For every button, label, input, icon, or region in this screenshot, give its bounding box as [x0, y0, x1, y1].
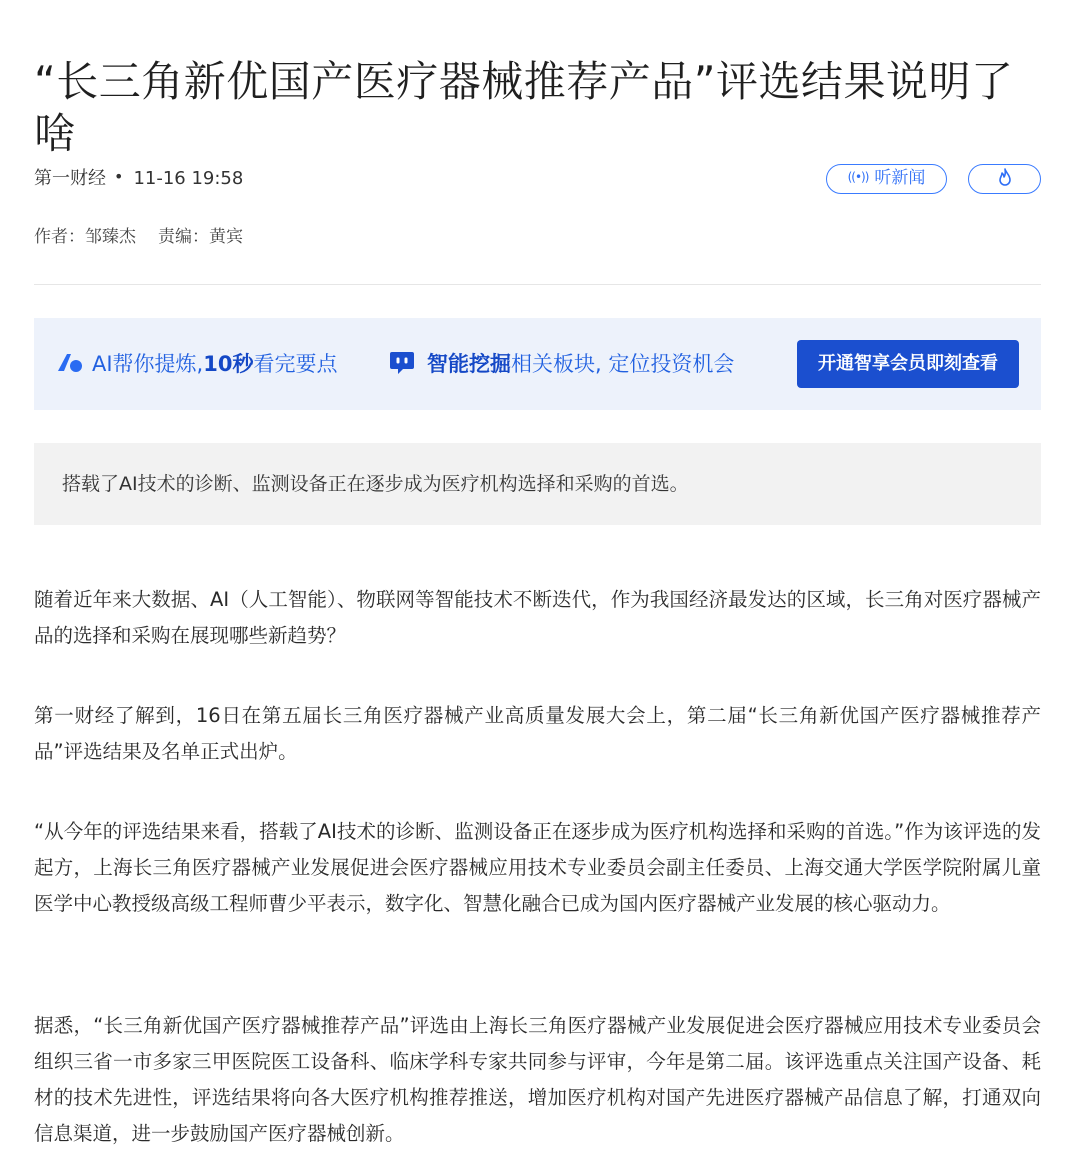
- article-summary: 搭载了AI技术的诊断、监测设备正在逐步成为医疗机构选择和采购的首选。: [34, 443, 1041, 525]
- divider: [34, 284, 1041, 285]
- listen-news-label: 听新闻: [874, 168, 926, 188]
- meta-separator: •: [114, 167, 124, 186]
- article-meta: [34, 164, 1041, 194]
- ai-logo-icon: [56, 351, 84, 373]
- audio-wave-icon: ((•)): [847, 170, 869, 184]
- flame-icon: [996, 168, 1014, 188]
- article-source[interactable]: 第一财经: [34, 168, 106, 189]
- paragraph-2: 第一财经了解到，16日在第五届长三角医疗器械产业高质量发展大会上，第二届“长三角新优国产医疗器械推荐产品”评选结果及名单正式出炉。: [34, 704, 1041, 763]
- chat-bot-icon: [389, 349, 415, 375]
- article-title: “长三角新优国产医疗器械推荐产品”评选结果说明了啥: [34, 57, 1014, 159]
- paragraph-1: 随着近年来大数据、AI（人工智能）、物联网等智能技术不断迭代，作为我国经济最发达的区域，长三角对医疗器械产品的选择和采购在展现哪些新趋势？: [34, 588, 1041, 647]
- byline: [34, 224, 265, 250]
- publish-time: 11-16 19:58: [133, 168, 244, 189]
- ai-summary-promo[interactable]: [56, 318, 337, 410]
- ai-promo-banner: [34, 318, 1041, 410]
- ai-mining-suffix: 相关板块, 定位投资机会: [511, 352, 735, 376]
- listen-news-button[interactable]: [826, 164, 947, 194]
- author: 作者：邹臻杰: [34, 227, 136, 247]
- paragraph-3: “从今年的评选结果来看，搭载了AI技术的诊断、监测设备正在逐步成为医疗机构选择和采购的首选。”作为该评选的发起方，上海长三角医疗器械产业发展促进会医疗器械应用技术专业委员会副主任委员、上海交通大学医学院附属儿童医学中心教授级高级工程师曹少平表示，数字化、智慧化融合已成为国内医疗器械产业发展的核心驱动力。: [34, 820, 1041, 915]
- hot-button[interactable]: [968, 164, 1041, 194]
- editor: 责编：黄宾: [158, 227, 243, 247]
- ai-summary-bold: 10秒: [203, 352, 254, 376]
- ai-mining-promo[interactable]: [389, 318, 734, 410]
- ai-summary-prefix: AI帮你提炼,: [92, 352, 204, 376]
- open-membership-button[interactable]: 开通智享会员即刻查看: [797, 340, 1019, 388]
- paragraph-4: 据悉，“长三角新优国产医疗器械推荐产品”评选由上海长三角医疗器械产业发展促进会医疗器械应用技术专业委员会组织三省一市多家三甲医院医工设备科、临床学科专家共同参与评审，今年是第二届。该评选重点关注国产设备、耗材的技术先进性，评选结果将向各大医疗机构推荐推送，增加医疗机构对国产先进医疗器械产品信息了解，打通双向信息渠道，进一步鼓励国产医疗器械创新。: [34, 1014, 1041, 1145]
- ai-summary-suffix: 看完要点: [253, 352, 338, 376]
- ai-mining-bold: 智能挖掘: [427, 352, 511, 376]
